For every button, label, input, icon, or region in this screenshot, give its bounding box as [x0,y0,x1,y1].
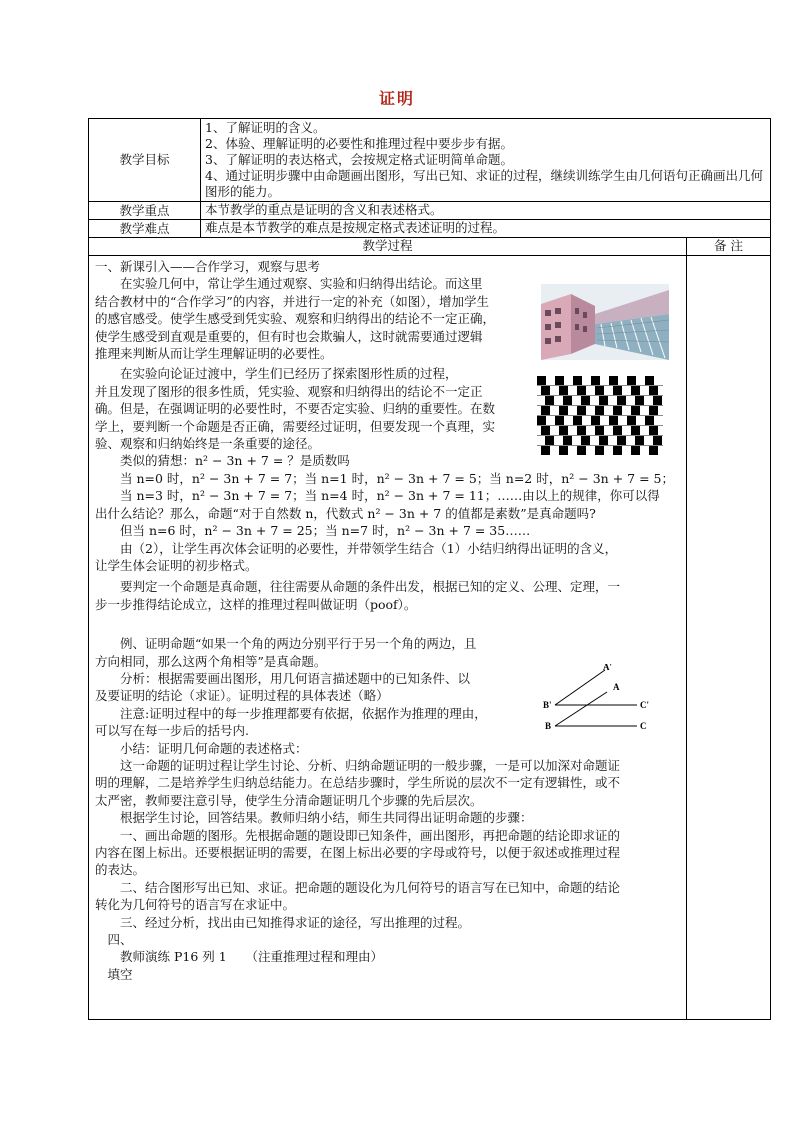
math-line: 当 n=3 时，n² − 3n + 7 = 7；当 n=4 时，n² − 3n + 7 = 11；……由以上的规律，你可以得 [120,488,660,504]
paragraph-line: 这一命题的证明过程让学生讨论、分析、归纳命题证明的一般步骤，一是可以加深对命题证 [120,757,621,773]
section-heading: 一、新课引入——合作学习，观察与思考 [95,259,321,274]
cafe-wall-illusion-image [537,376,663,456]
paragraph-line: 在实验向论证过渡中，学生们已经历了探索图形性质的过程， [120,366,458,382]
difficulty-label: 教学难点 [89,220,201,238]
notes-cell [687,256,771,1020]
process-content [95,258,677,983]
label-c-prime: C' [640,700,649,710]
paragraph-line: 例、证明命题“如果一个角的两边分别平行于另一个角的两边，且 [120,636,477,652]
key-text: 本节教学的重点是证明的含义和表述格式。 [201,202,771,220]
paragraph-line: 方向相同，那么这两个角相等”是真命题。 [95,653,327,669]
paragraph-line: 转化为几何符号的语言写在求证中。 [95,897,296,913]
paragraph-line: 分析：根据需要画出图形，用几何语言描述题中的已知条件、以 [120,670,471,686]
paragraph-line: 由（2），让学生再次体会证明的必要性，并带领学生结合（1）小结归纳得出证明的含义， [120,540,618,556]
math-line: 出什么结论？那么，命题“对于自然数 n，代数式 n² − 3n + 7 的值都是素数”是真命题吗? [95,505,596,521]
process-row [89,256,771,1020]
page-title: 证明 [378,89,415,108]
parallel-angles-svg [541,664,661,734]
goal-item: 4、通过证明步骤中由命题画出图形，写出已知、求证的过程，继续训练学生由几何语句正确画出几何图形的能力。 [205,168,763,199]
lesson-plan-table [88,118,771,1020]
goals-row [89,119,771,202]
notes-header: 备 注 [687,238,771,256]
paragraph-line: 及要证明的结论（求证）。证明过程的具体表述（略） [95,688,389,704]
label-a: A [613,682,620,692]
process-cell [89,256,687,1020]
math-line: 当 n=0 时，n² − 3n + 7 = 7；当 n=1 时，n² − 3n + 7 = 5；当 n=2 时，n² − 3n + 7 = 5； [120,470,674,486]
paragraph-line: 一、画出命题的图形。先根据命题的题设即已知条件，画出图形，再把命题的结论即求证的 [120,827,621,843]
paragraph-line: 使学生感受到直观是重要的，但有时也会欺骗人，这时就需要通过逻辑 [95,328,483,344]
paragraph-line: 学上，要判断一个命题是否正确，需要经过证明，但要发现一个真理，实 [95,418,496,434]
perspective-illusion-image [541,284,669,360]
key-label: 教学重点 [89,202,201,220]
process-header: 教学过程 [89,238,687,256]
label-c: C [640,721,647,731]
paragraph-line: 注意:证明过程中的每一步推理都要有依据，依据作为推理的理由， [120,705,487,721]
paragraph-line: 让学生体会证明的初步格式。 [95,557,258,573]
conjecture-line: 类似的猜想：n² − 3n + 7 = ？是质数吗 [120,453,350,469]
perspective-illusion-svg [541,284,669,360]
paragraph-line: 步一步推得结论成立，这样的推理过程叫做证明（poof）。 [95,596,417,612]
paragraph-line: 的感官感受。使学生感受到凭实验、观察和归纳得出的结论不一定正确， [95,311,496,327]
label-b-prime: B' [543,700,552,710]
goal-item: 2、体验、理解证明的必要性和推理过程中要步步有据。 [205,136,513,151]
goal-item: 1、了解证明的含义。 [205,120,326,135]
paragraph-line: 并且发现了图形的很多性质，凭实验、观察和归纳得出的结论不一定正 [95,383,483,399]
ray-b-a [555,692,607,726]
paragraph-line: 验、观察和归纳始终是一条重要的途径。 [95,436,321,452]
paragraph-line: 填空 [107,966,133,982]
cafe-wall-illusion-svg [537,376,663,456]
paragraph-line: 的表达。 [95,862,146,878]
paragraph-line: 小结：证明几何命题的表述格式： [120,740,308,756]
paragraph-line: 明的理解，二是培养学生归纳总结能力。在总结步骤时，学生所说的层次不一定有逻辑性，或不 [95,775,621,791]
goals-label: 教学目标 [89,119,201,202]
math-line: 但当 n=6 时，n² − 3n + 7 = 25；当 n=7 时，n² − 3n + 7 = 35…… [120,523,531,539]
paragraph-line: 可以写在每一步后的括号内. [95,723,249,739]
goal-item: 3、了解证明的表达格式，会按规定格式证明简单命题。 [205,152,513,167]
paragraph-line: 推理来判断从而让学生理解证明的必要性。 [95,346,333,362]
difficulty-row [89,220,771,238]
paragraph-line: 三、经过分析，找出由已知推得求证的途径，写出推理的过程。 [120,914,471,930]
paragraph-line: 结合教材中的“合作学习”的内容，并进行一定的补充（如图），增加学生 [95,293,490,309]
paragraph-line: 确。但是，在强调证明的必要性时，不要否定实验、归纳的重要性。在数 [95,401,496,417]
difficulty-text: 难点是本节教学的难点是按规定格式表述证明的过程。 [201,220,771,238]
ray-b-prime-a-prime [555,670,605,705]
paragraph-line: 太严密，教师要注意引导，使学生分清命题证明几个步骤的先后层次。 [95,792,483,808]
paragraph-line: 要判定一个命题是真命题，往往需要从命题的条件出发，根据已知的定义、公理、定理，一 [120,579,621,595]
key-row [89,202,771,220]
paragraph-line: 二、结合图形写出已知、求证。把命题的题设化为几何符号的语言写在已知中，命题的结论 [120,879,621,895]
label-a-prime: A' [603,664,612,672]
paragraph-line: 四、 [107,932,133,948]
process-header-row [89,238,771,256]
label-b: B [545,721,552,731]
parallel-angles-figure [541,664,661,734]
paragraph-line: 在实验几何中，常让学生通过观察、实验和归纳得出结论。而这里 [120,276,483,292]
paragraph-line: 教师演练 P16 列 1 （注重推理过程和理由） [120,949,383,965]
paragraph-line: 内容在图上标出。还要根据证明的需要，在图上标出必要的字母或符号，以便于叙述或推理过程 [95,845,621,860]
paragraph-line: 根据学生讨论，回答结果。教师归纳小结，师生共同得出证明命题的步骤： [120,810,533,826]
